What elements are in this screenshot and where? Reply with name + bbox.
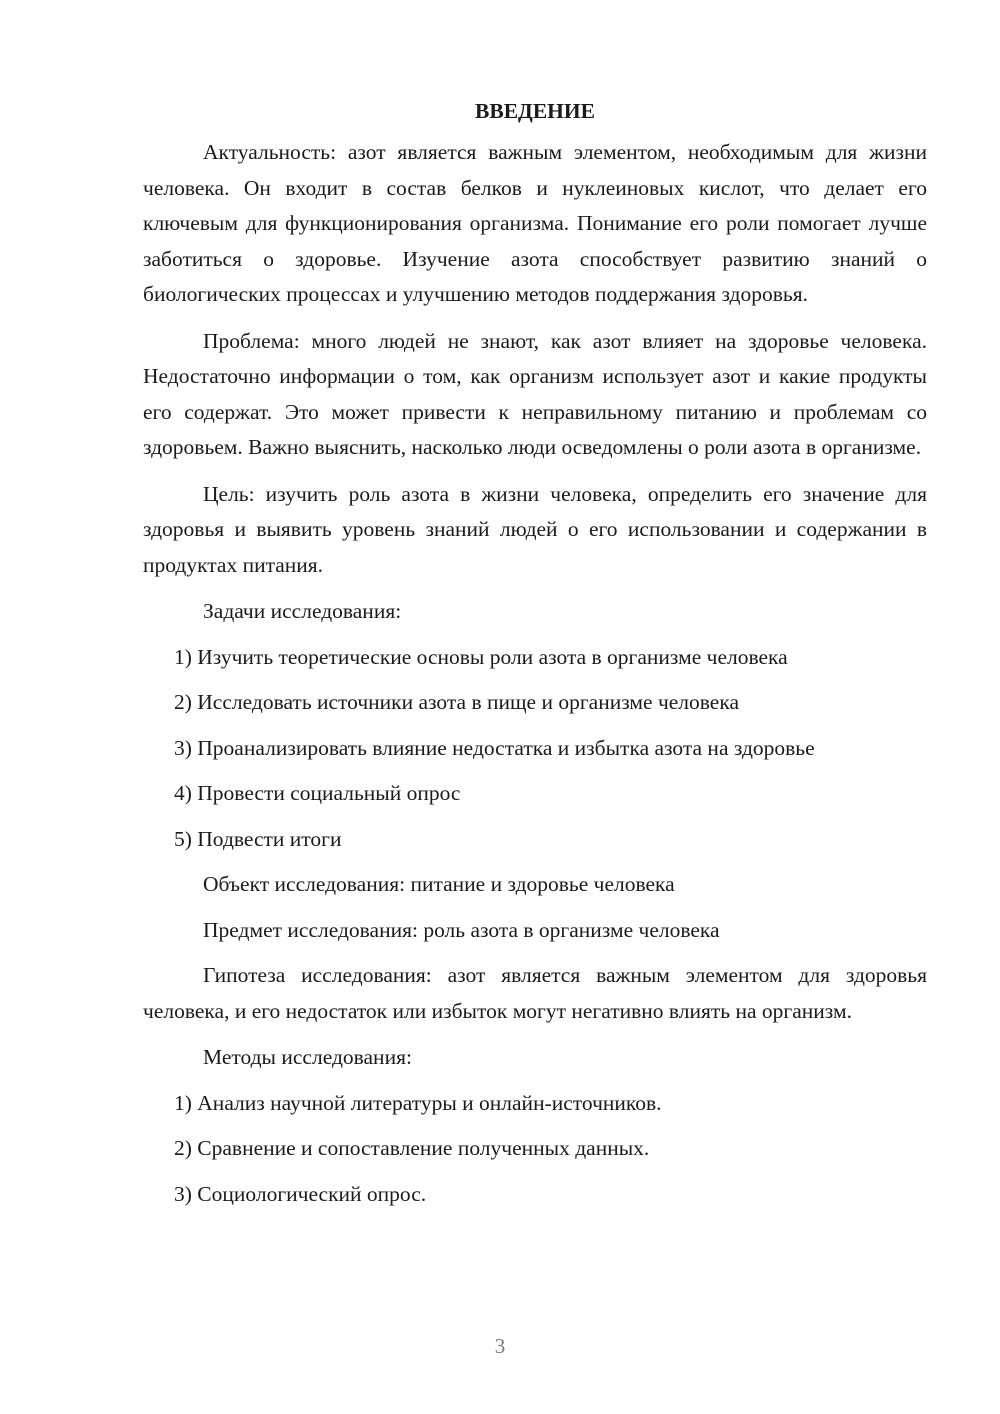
task-item: 5) Подвести итоги	[174, 826, 342, 851]
task-item: 4) Провести социальный опрос	[174, 781, 461, 805]
research-subject: Предмет исследования: роль азота в организме человека	[203, 917, 720, 942]
problem-paragraph: Проблема: много людей не знают, как азот влияет на здоровье человека. Недостаточно информации о том, как организм использует азот и какие продукты его содержат. Это может привести к неправильному питанию и проблемам со здоровьем. Важно выяснить, насколько люди осведомлены о роли азота в организме.	[143, 328, 927, 459]
method-item: 2) Сравнение и сопоставление полученных данных.	[174, 1136, 650, 1160]
page-number: 3	[494, 1334, 506, 1358]
method-item: 1) Анализ научной литературы и онлайн-источников.	[174, 1090, 662, 1115]
research-object: Объект исследования: питание и здоровье человека	[203, 872, 675, 896]
hypothesis-paragraph: Гипотеза исследования: азот является важным элементом для здоровья человека, и его недостаток или избыток могут негативно влиять на организм.	[143, 963, 927, 1023]
page-title: ВВЕДЕНИЕ	[475, 99, 595, 123]
tasks-heading: Задачи исследования:	[203, 599, 402, 623]
methods-heading: Методы исследования:	[203, 1045, 412, 1069]
method-item: 3) Социологический опрос.	[174, 1181, 427, 1206]
task-item: 2) Исследовать источники азота в пище и организме человека	[174, 690, 740, 714]
relevance-paragraph: Актуальность: азот является важным элементом, необходимым для жизни человека. Он входит в состав белков и нуклеиновых кислот, что делает его ключевым для функционирования организма. Понимание его роли помогает лучше заботиться о здоровье. Изучение азота способствует развитию знаний о биологических процессах и улучшению методов поддержания здоровья.	[143, 140, 927, 306]
task-item: 1) Изучить теоретические основы роли азота в организме человека	[174, 644, 788, 669]
document-page	[143, 95, 927, 1212]
task-item: 3) Проанализировать влияние недостатка и избытка азота на здоровье	[174, 735, 815, 760]
goal-paragraph: Цель: изучить роль азота в жизни человека, определить его значение для здоровья и выявить уровень знаний людей о его использовании и содержании в продуктах питания.	[143, 481, 927, 577]
